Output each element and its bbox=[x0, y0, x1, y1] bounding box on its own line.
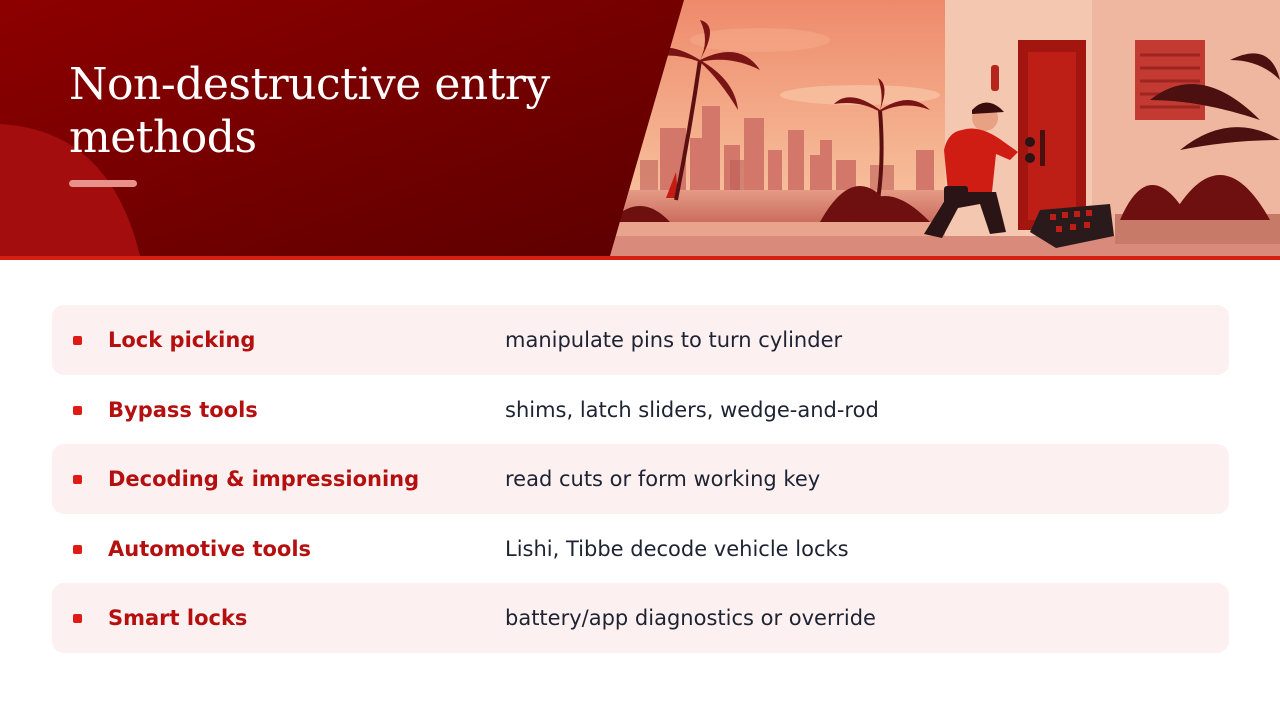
list-item-automotive-tools bbox=[52, 514, 1229, 584]
method-term: Smart locks bbox=[108, 606, 248, 630]
bullet-icon bbox=[73, 336, 82, 345]
method-term: Lock picking bbox=[108, 328, 256, 352]
method-term: Decoding & impressioning bbox=[108, 467, 420, 491]
slide-header bbox=[0, 0, 1280, 256]
bullet-icon bbox=[73, 614, 82, 623]
bullet-icon bbox=[73, 475, 82, 484]
bullet-icon bbox=[73, 406, 82, 415]
list-item-smart-locks bbox=[52, 583, 1229, 653]
method-description: battery/app diagnostics or override bbox=[505, 606, 876, 630]
method-description: manipulate pins to turn cylinder bbox=[505, 328, 843, 352]
header-divider bbox=[0, 256, 1280, 260]
list-item-lock-picking bbox=[52, 305, 1229, 375]
method-term: Bypass tools bbox=[108, 397, 258, 422]
bullet-icon bbox=[73, 545, 82, 554]
methods-list bbox=[52, 305, 1229, 653]
method-description: read cuts or form working key bbox=[505, 467, 821, 491]
slide-title: Non-destructive entry methods bbox=[69, 59, 550, 163]
method-description: Lishi, Tibbe decode vehicle locks bbox=[505, 536, 849, 561]
title-underline bbox=[69, 180, 137, 187]
method-term: Automotive tools bbox=[108, 536, 312, 561]
method-description: shims, latch sliders, wedge-and-rod bbox=[505, 397, 879, 422]
list-item-decoding bbox=[52, 444, 1229, 514]
list-item-bypass-tools bbox=[52, 375, 1229, 445]
